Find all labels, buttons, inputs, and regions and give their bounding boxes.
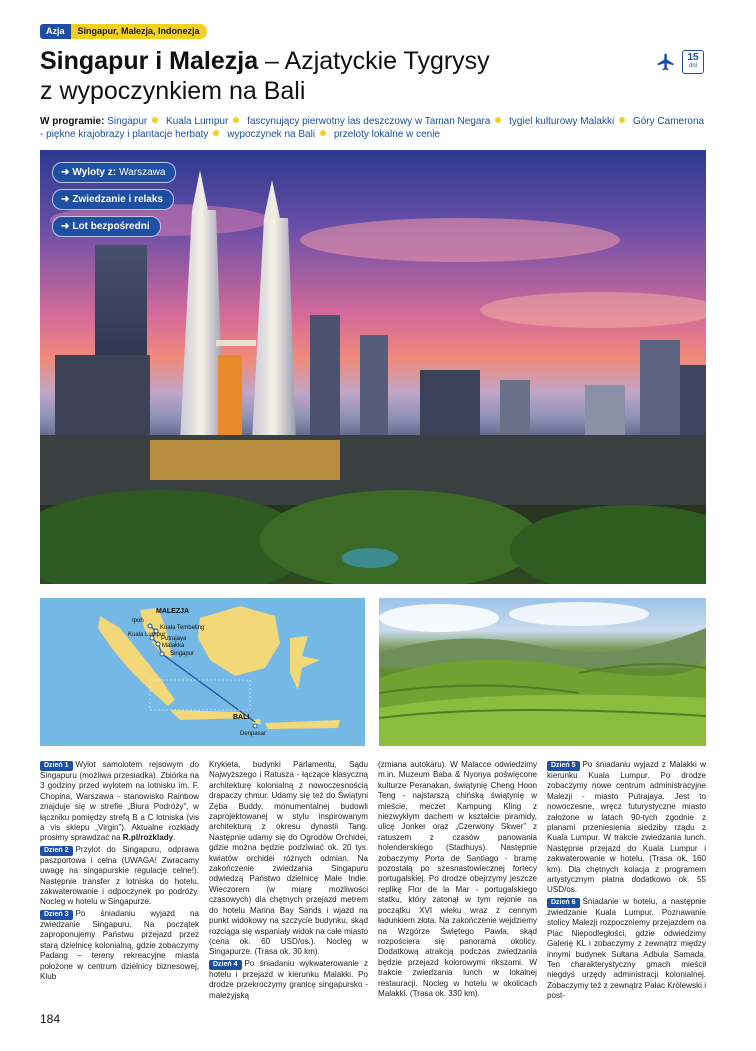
itinerary-day-6	[547, 897, 706, 1002]
schedule-link[interactable]: R.pl/rozklady	[122, 833, 174, 843]
itinerary-day-3-cont	[209, 760, 368, 958]
title-rest: – Azjatyckie Tygrysy	[258, 47, 490, 75]
map-label-ipoh: Ipoh	[132, 618, 144, 624]
tea-hills-illustration	[379, 598, 706, 746]
sightseeing-badge	[52, 189, 174, 210]
program-label: W programie:	[40, 116, 105, 127]
tea-plantation-image	[379, 598, 706, 746]
badge-prefix: Lot bezpośredni	[72, 221, 150, 232]
badge-value: Warszawa	[119, 167, 166, 178]
day-text: Krykieta, budynki Parlamentu, Sądu Najwyższego i Ratusza - łączące klasyczną architekturę kolonialną z nowoczesnością drapaczy chmur. Udamy się też do Świątyni Zęba Buddy, monumentalnej budowli zaprojektowanej w stylu inspirowanym architekturą z okresu dynastii Tang. Następnie udamy się do Ogrodów Orchidei, gdzie można będzie podziwiać ok. 20 tys. kwiatów orchidei różnych odmian. Na zakończenie zwiedzania Singapuru odwiedzą Państwo dzielnicę Małe Indie. Wieczorem (w miarę możliwości czasowych) dla chętnych przejazd metrem do hotelu Marina Bay Sands i wjazd na punkt widokowy na szczycie budynku, skąd rozciąga się wspaniały widok na całe miasto (cena ok. 60 USD/os.). Nocleg w Singapurze. (Trasa ok. 30 km).	[209, 760, 368, 957]
itinerary-day-4-cont	[378, 760, 537, 999]
day-text: (zmiana autokaru). W Malacce odwiedzimy m.in. Muzeum Baba & Nyonya poświęcone kulturze Peranakan, świątynię Cheng Hoon Teng - najstarszą chińską świątynię w mieście, meczet Kampung Kling z niezwykłym dachem w kształcie piramidy, ulicę Jonker oraz „Czerwony Skwer” z ratuszem z czasów panowania holenderskiego (Stadhuys). Następnie zobaczymy Porta de Santiago - bramę pozostałą po szesnastowiecznej fortecy portugalskiej. Po drodze obejrzymy jeszcze replikę Flor de la Mar - portugalskiego statku, który zatonął w tym rejonie na początku XVI wieku wraz z cennym ładunkiem złota. Na zakończenie wejdziemy na Wzgórze Świętego Pawła, skąd rozpościera się panorama okolicy. Dodatkową atrakcją podczas zwiedzania będzie przejazd kolorowymi rikszami. W trakcie zwiedzania lunch w lokalnej restauracji. Nocleg w hotelu w okolicach Malakki. (Trasa ok. 330 km).	[378, 760, 537, 998]
program-item: Kuala Lumpur	[166, 116, 229, 127]
direct-flight-badge	[52, 216, 161, 237]
map-label-singapur: Singapur	[170, 651, 195, 657]
itinerary-column-4	[547, 760, 706, 1003]
bullet-dot-icon	[152, 117, 158, 123]
page-title	[40, 46, 640, 106]
itinerary-day-2	[40, 845, 199, 908]
badge-prefix: Zwiedzanie i relaks	[72, 194, 163, 205]
day-text: Wylot samolotem rejsowym do Singapuru (możliwa przesiadka). Zbiórka na 3 godziny przed wylotem na lotnisku im. F. Chopina, Warszawa - stanowisko Rainbow znajduje się w strefie „Biura Podróży”, w łączniku pomiędzy strefą B a C lotniska (vis a vis sklepu „Virgin”). Aktualne rozkłady prosimy sprawdzać na	[40, 760, 199, 843]
day-text: Przylot do Singapuru, odprawa paszportowa i celna (UWAGA! Zwracamy uwagę na singapurskie regulacje celne!). Następnie transfer z lotniska do hotelu, zakwaterowanie i odpoczynek po podróży. Nocleg w hotelu w Singapurze.	[40, 844, 199, 907]
day-badge: Dzień 3	[40, 910, 73, 920]
arrow-right-icon: ➜	[61, 167, 70, 178]
day-badge: Dzień 6	[547, 898, 580, 908]
days-number: 15	[687, 52, 699, 63]
bullet-dot-icon	[233, 117, 239, 123]
map-label-malezja: MALEZJA	[156, 608, 190, 615]
itinerary-day-4	[209, 959, 368, 1001]
map-label-kuala-lumpur: Kuala Lumpur	[128, 632, 166, 638]
program-item: tygiel kulturowy Malakki	[509, 116, 615, 127]
itinerary-day-5	[547, 760, 706, 896]
itinerary-day-1	[40, 760, 199, 844]
program-item: Singapur	[107, 116, 148, 127]
days-label: dni	[688, 63, 697, 69]
plane-icon	[656, 52, 676, 72]
page-number: 184	[40, 1012, 61, 1026]
hero-badges	[52, 162, 176, 237]
map-label-kuala-tembeling: Kuala Tembeling	[160, 625, 205, 631]
title-bold: Singapur i Malezja	[40, 47, 259, 75]
departure-badge	[52, 162, 176, 183]
program-item: fascynujący pierwotny las deszczowy w Taman Negara	[247, 116, 491, 127]
day-text-end: .	[173, 833, 176, 843]
program-item: - piękne krajobrazy i plantacje herbaty	[40, 129, 209, 140]
bullet-dot-icon	[213, 130, 219, 136]
days-badge	[682, 50, 704, 74]
route-map	[40, 598, 365, 746]
bullet-dot-icon	[619, 117, 625, 123]
arrow-right-icon: ➜	[61, 194, 70, 205]
region-tags	[40, 24, 207, 39]
program-list	[40, 115, 716, 141]
day-text: Po śniadaniu wyjazd na zwiedzanie Singapuru. Na początek zaproponujemy Państwu przejazd przez starą dzielnicę kolonialną, gdzie zobaczymy Padang – tereny rekreacyjne miasta położone w centrum dzielnicy biznesowej, Klub	[40, 908, 199, 981]
day-badge: Dzień 4	[209, 960, 242, 970]
trip-duration	[656, 50, 704, 74]
day-text: Po śniadaniu wyjazd z Malakki w kierunku Kuala Lumpur. Po drodze zobaczymy nowe centrum administracyjne Malezji - miasto Putrajaya. Jest to nowoczesne, wręcz futurystyczne miasto założone w latach 90-tych zgodnie z planami przeniesienia siedziby rządu z Kuala Lumpur. W trakcie zwiedzania lunch. Następnie przejazd do Kuala Lumpur i zakwaterowanie w hotelu. (Trasa ok. 160 km). Dla chętnych kolacja z programem artystycznym płatna dodatkowo ok. 55 USD/os.	[547, 760, 706, 895]
day-text: Po śniadaniu wykwaterowanie z hotelu i przejazd w kierunku Malakki. Po drodze przekroczymy granicę singapursko - malezyjską	[209, 958, 368, 1000]
title-line2: z wypoczynkiem na Bali	[40, 77, 306, 105]
arrow-right-icon: ➜	[61, 221, 70, 232]
map-label-denpasar: Denpasar	[240, 731, 267, 737]
bullet-dot-icon	[320, 130, 326, 136]
program-item: przeloty lokalne w cenie	[333, 129, 440, 140]
badge-prefix: Wyloty z:	[72, 167, 117, 178]
day-badge: Dzień 1	[40, 761, 73, 771]
program-item: Góry Camerona	[632, 116, 705, 127]
bullet-dot-icon	[495, 117, 501, 123]
day-text: Śniadanie w hotelu, a następnie zwiedzanie Kuala Lumpur. Poznawanie stolicy Malezji rozpoczniemy przejazdem na Plac Niepodległości, gdzie odwiedzimy Galerię KL i zobaczymy z zewnątrz między innymi budynek Sułtana Adbula Samada. Ten charakterystyczny gmach mieścił niegdyś urzędy administracji kolonialnej. Zobaczymy też z zewnątrz Pałac Królewski i post-	[547, 896, 706, 1001]
region-tag: Azja	[40, 24, 71, 39]
itinerary-columns	[40, 760, 706, 1003]
map-label-bali: BALI	[233, 714, 250, 721]
day-badge: Dzień 2	[40, 846, 73, 856]
day-badge: Dzień 5	[547, 761, 580, 771]
map-label-putrajaya: Putrajaya	[161, 636, 187, 642]
countries-tag: Singapur, Malezja, Indonezja	[71, 24, 207, 39]
hero-image-kuala-lumpur	[40, 150, 706, 584]
program-item: wypoczynek na Bali	[227, 129, 316, 140]
map-label-malakka: Malakka	[162, 643, 185, 649]
itinerary-column-2	[209, 760, 368, 1003]
map-illustration	[40, 598, 365, 746]
itinerary-day-3	[40, 909, 199, 982]
itinerary-column-3	[378, 760, 537, 1003]
itinerary-column-1	[40, 760, 199, 1003]
